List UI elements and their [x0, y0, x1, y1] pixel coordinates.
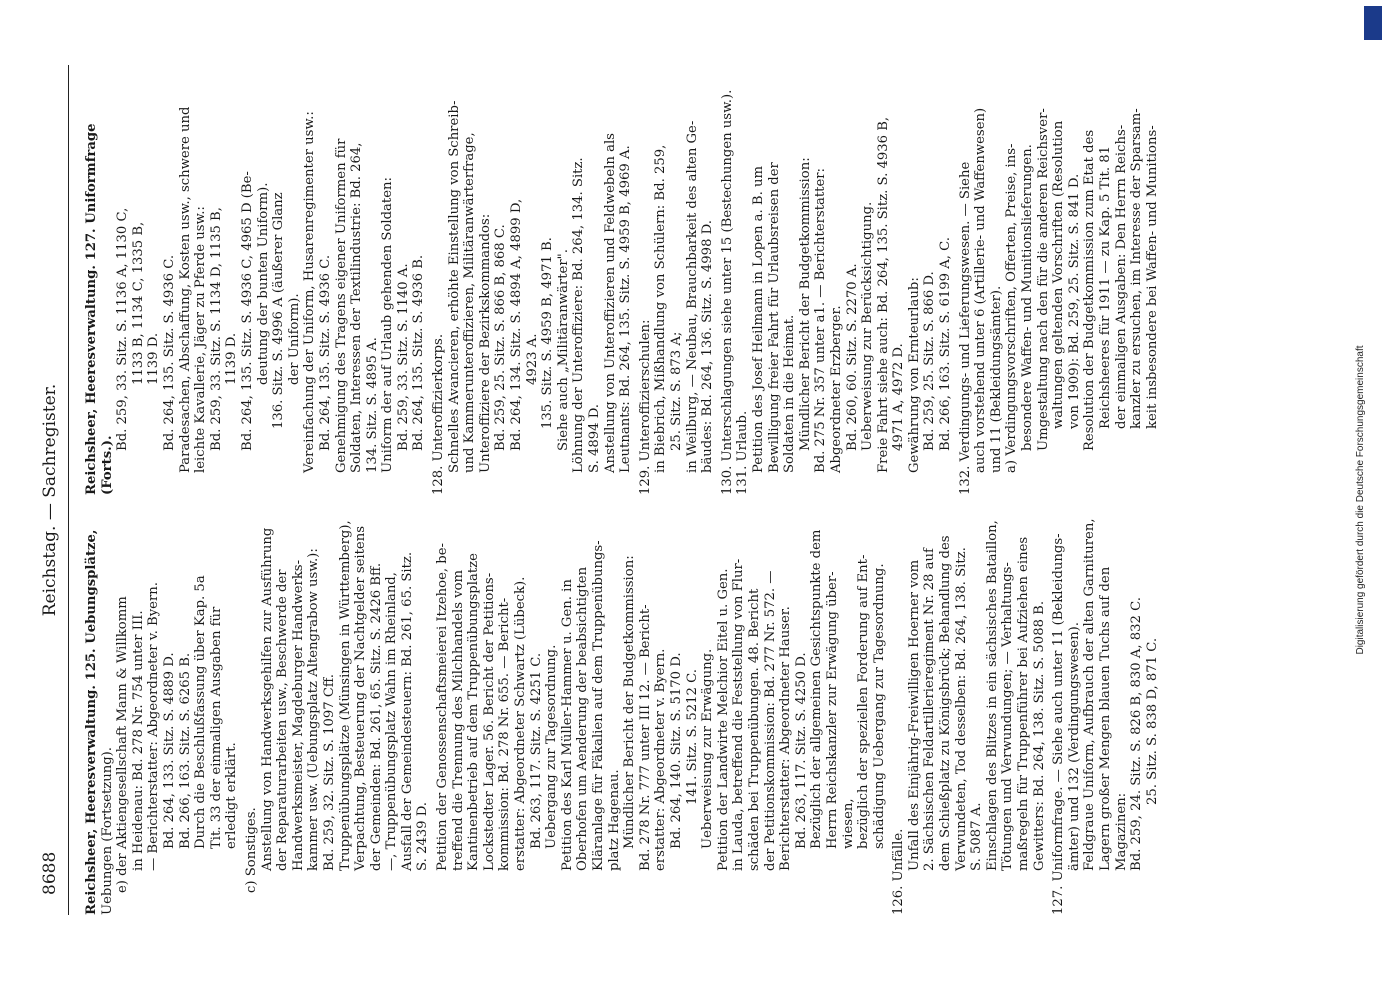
text-line: Bd. 266, 163. Sitz. S. 6265 B. [177, 652, 193, 849]
text-line: Oberhofen um Aenderung der beabsichtigten [575, 566, 591, 871]
text-line: Durch die Beschlußfassung über Kap. 5a [193, 575, 209, 849]
text-line: Einschlagen des Blitzes in ein sächsisches Bataillon, [984, 520, 1000, 871]
page-number: 8688 [40, 851, 60, 895]
text-line: kanzler zu ersuchen, im Interesse der Sparsam- [1129, 108, 1145, 429]
text-line: Gewährung von Ernteurlaub: [906, 277, 922, 473]
text-line: Bd. 259, 33. Sitz. S. 1140 A. [395, 263, 411, 451]
text-line: S. 4894 D. [587, 404, 602, 473]
text-line: Reichsheer, Heeresverwaltung. 125. Uebungsplätze, [84, 529, 99, 915]
text-line: Soldaten, Interessen der Textilindustrie: Bd. 264, [349, 142, 365, 473]
text-line: 129. Unteroffizierschulen: [637, 319, 653, 495]
text-line: besondere Waffen- und Munitionslieferungen. [1020, 144, 1036, 451]
text-line: erstatter: Abgeordneter v. Byern. [653, 648, 669, 871]
text-line: Bd. 264, 135. Sitz. S. 4936 B. [411, 254, 427, 451]
text-line: Ueberweisung zur Berücksichtigung. [860, 201, 876, 451]
text-line: Bd. 264, 140. Sitz. S. 5170 D. [668, 652, 684, 849]
text-line: Uniform der auf Urlaub gehenden Soldaten: [380, 177, 396, 473]
text-line: 134. Sitz. S. 4895 A. [364, 337, 380, 473]
text-line: Verwundeten, Tod desselben: Bd. 264, 138. Sitz. [953, 547, 969, 871]
text-line: kammer usw. (Uebungsplatz Altengrabow usw.): [306, 548, 322, 871]
text-line: Kläranlage für Fäkalien auf dem Truppenübungs- [591, 540, 606, 871]
text-line: Löhnung der Unteroffiziere: Bd. 264, 134. Sitz. [571, 157, 587, 473]
text-line: bezüglich der speziellen Forderung auf Ent- [856, 554, 872, 849]
text-line: Mündlicher Bericht der Budgetkommission: [622, 555, 638, 849]
digitization-note: Digitalisierung gefördert durch die Deutsche Forschungsgemeinschaft [1355, 345, 1366, 655]
text-line: schäden bei Truppenübungen. 48. Bericht [746, 588, 762, 871]
left-column [84, 495, 1160, 915]
text-line: dem Schießplatz zu Königsbrück; Behandlung des [938, 535, 954, 871]
text-line: Bd. 263, 117. Sitz. S. 4251 C. [528, 652, 544, 849]
text-line: S. 2439 D. [415, 802, 431, 871]
text-line: wiesen, [840, 798, 856, 849]
text-line: 131. Urlaub. [735, 410, 751, 495]
text-line: der Reparaturarbeiten usw., Beschwerde der [275, 569, 291, 871]
text-line: Paradesachen, Abschaffung, Kosten usw., schwere und [177, 106, 193, 473]
text-line: — Berichterstatter: Abgeordneter v. Byern. [146, 582, 162, 871]
text-line: Kantinenbetrieb auf dem Truppenübungsplatze [466, 553, 482, 871]
text-line: Abgeordneter Erzberger. [828, 305, 844, 473]
text-line: Siehe auch „Militäranwärter". [555, 249, 571, 451]
text-line: Schnelles Avancieren, erhöhte Einstellung von Schreib- [446, 100, 462, 473]
header-rule [68, 65, 69, 915]
text-line: Uebungen (Fortsetzung). [99, 747, 115, 915]
text-line: und Kammerunteroffizieren, Militäranwärterfrage, [462, 132, 478, 473]
text-line: Petition des Josef Heilmann in Lopen a. B. um [750, 166, 766, 473]
text-line: Verpachtung, Besteuerung der Nachtgelder seitens [353, 526, 369, 871]
text-line: Bd. 259, 33. Sitz. S. 1136 A, 1130 C, [115, 207, 131, 451]
text-line: Freie Fahrt siehe auch: Bd. 264, 135. Sitz. S. 4936 B, [875, 116, 891, 473]
text-line: 25. Sitz. S. 873 A; [668, 331, 684, 451]
text-line: erstatter: Abgeordneter Schwartz (Lübeck). [513, 576, 529, 871]
text-line: von 1909): Bd. 259, 25. Sitz. S. 841 D. [1066, 173, 1082, 429]
text-line: e) der Aktiengesellschaft Mann & Willkomm [115, 596, 131, 893]
text-line: Ueberweisung zur Erwägung. [700, 648, 716, 849]
text-line: schädigung Uebergang zur Tagesordnung. [871, 563, 887, 849]
text-line: der Gemeinden: Bd. 261, 65. Sitz. S. 2426 Bff. [368, 562, 384, 871]
text-line: bäudes: Bd. 264, 136. Sitz. S. 4998 D. [700, 220, 716, 473]
text-line: Reichsheeres für 1911 — zu Kap. 5 Tit. 81 [1098, 145, 1113, 429]
text-line: ämter) und 132 (Verdingungswesen). [1066, 622, 1082, 871]
text-line: 1139 D. [224, 332, 240, 385]
text-line: Bd. 259, 24. Sitz. S. 826 B, 830 A, 832 C. [1129, 597, 1145, 871]
text-line: Soldaten in die Heimat. [782, 314, 798, 473]
text-line: auch vorstehend unter 6 (Artillerie- und Waffenwesen) [973, 107, 989, 473]
text-line: Petition der Landwirte Melchior Eitel u. Gen. [715, 568, 731, 871]
text-line: Leutnants: Bd. 264, 135. Sitz. S. 4959 B, 4969 A. [618, 145, 634, 473]
text-line: Bd. 260, 60. Sitz. S. 2270 A. [844, 263, 860, 451]
text-line: Lockstedter Lager. 56. Bericht der Petitions- [481, 572, 497, 871]
text-line: leichte Kavallerie, Jäger zu Pferde usw.: [193, 206, 209, 473]
page-header [40, 0, 68, 1000]
text-line: 126. Unfälle. [891, 828, 907, 915]
running-title: Reichstag. — Sachregister. [40, 383, 60, 617]
text-line: Anstellung von Unteroffizieren und Feldwebeln als [602, 133, 618, 473]
text-line: Tötungen und Verwundungen; — Verhaltungs- [1000, 562, 1016, 871]
text-line: 2. Sächsischen Feldartillerieregiment Nr. 28 auf [922, 548, 938, 871]
text-line: 141. Sitz. S. 5212 C. [684, 669, 700, 805]
text-line: S. 5087 A. [969, 802, 985, 871]
text-line: deutung der bunten Uniform). [255, 182, 271, 385]
text-line: keit insbesondere bei Waffen- und Munitions- [1144, 125, 1160, 429]
text-line: der einmaligen Ausgaben: Den Herrn Reichs- [1113, 124, 1129, 429]
text-line: kommission: Bd. 278 Nr. 655. — Bericht- [497, 597, 513, 871]
text-line: in Biebrich, Mißhandlung von Schülern: Bd. 259, [653, 144, 669, 473]
text-line: Ausfall der Gemeindesteuern: Bd. 261, 65. Sitz. [399, 551, 415, 871]
right-column [84, 65, 1160, 495]
text-line: der Uniform). [286, 293, 302, 385]
text-line: Bd. 264, 135. Sitz. S. 4936 C. [161, 254, 177, 451]
text-line: platz Hagenau. [606, 769, 622, 871]
text-line: Bd. 259, 25. Sitz. S. 866 D. [922, 271, 938, 451]
text-line: maßregeln für Truppenführer bei Aufziehen eines [1016, 536, 1032, 871]
text-line: Magazinen: [1113, 792, 1129, 871]
text-line: Mündlicher Bericht der Budgetkommission: [797, 157, 813, 451]
text-line: Vereinfachung der Uniform, Husarenregimenter usw.: [302, 111, 318, 473]
text-line: Umgestaltung nach den für die anderen Reichsver- [1035, 108, 1051, 451]
text-line: Anstellung von Handwerksgehilfen zur Ausführung [259, 527, 275, 871]
text-line: Truppenübungsplätze (Münsingen in Württemberg), [337, 520, 353, 871]
text-line: Lagern großer Mengen blauen Tuchs auf den [1098, 566, 1113, 871]
text-line: Bd. 275 Nr. 357 unter a1. — Berichterstatter: [813, 167, 829, 473]
text-line: Reichsheer, Heeresverwaltung. 127. Uniformfrage (Forts.). [84, 123, 115, 495]
text-line: Bd. 264, 135. Sitz. S. 4936 C. [317, 254, 333, 451]
text-line: Bd. 259, 33. Sitz. S. 1134 D, 1135 B, [208, 207, 224, 451]
text-line: Bezüglich der allgemeinen Gesichtspunkte dem [809, 529, 825, 849]
text-line: Feldgraue Uniform, Aufbrauch der alten Garnituren, [1082, 518, 1098, 871]
text-line: —, Truppenübungsplatz Wahn im Rheinland, [384, 572, 400, 871]
text-line: 4923 A. [524, 333, 540, 385]
text-line: und 11 (Bekleidungsämter). [988, 285, 1004, 473]
text-line: treffend die Trennung des Milchhandels vom [450, 569, 466, 871]
text-line: Bd. 263, 117. Sitz. S. 4250 D. [793, 652, 809, 849]
text-line: a) Verdingungsvorschriften, Offerten, Preise, ins- [1004, 143, 1020, 473]
text-line: waltungen geltenden Vorschriften (Resolution [1051, 120, 1067, 429]
text-line: Bd. 264, 135. Sitz. S. 4936 C, 4965 D (Be- [239, 171, 255, 451]
text-line: c) Sonstiges. [243, 807, 259, 893]
text-line: Gewitters: Bd. 264, 138. Sitz. S. 5088 B. [1031, 600, 1047, 871]
text-line: Bewilligung freier Fahrt für Urlaubsreisen der [766, 162, 782, 473]
text-line: 127. Uniformfrage. — Siehe auch unter 11 (Bekleidungs- [1051, 533, 1067, 915]
text-line: 135. Sitz. S. 4959 B, 4971 B. [540, 237, 556, 429]
text-line: Bd. 259, 25. Sitz. S. 866 B, 868 C. [493, 224, 509, 451]
text-line: in Lauda, betreffend die Feststellung von Flur- [731, 558, 747, 871]
text-line: 1133 B, 1134 C, 1335 B, [130, 221, 146, 385]
text-line: in Weilburg, — Neubau, Brauchbarkeit des alten Ge- [684, 120, 700, 473]
text-line: Unteroffiziere der Bezirkskommandos: [477, 213, 493, 473]
text-line: 4971 A, 4972 D. [891, 343, 907, 451]
text-line: Bd. 264, 134. Sitz. S. 4894 A, 4899 D, [509, 198, 525, 451]
text-line: Handwerksmeister, Magdeburger Handwerks- [290, 559, 306, 871]
text-line: Bd. 259, 32. Sitz. S. 1097 Cff. [321, 673, 337, 871]
text-line: Berichterstatter: Abgeordneter Hauser. [778, 606, 794, 871]
text-line: Bd. 266, 163. Sitz. S. 6199 A, C. [938, 237, 954, 451]
text-line: Petition des Karl Müller-Hammer u. Gen. in [559, 579, 575, 871]
text-line: erledigt erklärt. [224, 742, 240, 849]
text-line: der Petitionskommission: Bd. 277 Nr. 572. — [762, 570, 778, 871]
text-line: Petition der Genossenschaftsmeierei Itzehoe, be- [435, 543, 451, 871]
text-line: Unfall des Einjährig-Freiwilligen Hoerner vom [906, 559, 922, 871]
text-line: 130. Unterschlagungen siehe unter 15 (Bestechungen usw.). [719, 89, 735, 495]
text-line: in Heidenau: Bd. 278 Nr. 754 unter III. [130, 610, 146, 871]
text-line: Genehmigung des Tragens eigener Uniformen für [333, 138, 349, 473]
text-line: 136. Sitz. S. 4996 A (äußerer Glanz [271, 192, 287, 429]
text-line: 128. Unteroffizierkorps. [431, 333, 447, 495]
text-line: 1139 D. [146, 332, 162, 385]
text-line: 132. Verdingungs- und Lieferungswesen. — Siehe [957, 161, 973, 495]
text-line: 25. Sitz. S. 838 D, 871 C. [1144, 637, 1160, 805]
text-line: Uebergang zur Tagesordnung. [544, 644, 560, 849]
text-line: Tit. 33 der einmaligen Ausgaben für [208, 606, 224, 849]
text-line: Bd. 264, 133. Sitz. S. 4889 D. [161, 652, 177, 849]
text-line: Herrn Reichskanzler zur Erwägung über- [824, 571, 840, 849]
text-line: Resolution der Budgetkommission zum Etat des [1082, 129, 1098, 451]
text-line: Bd. 278 Nr. 777 unter III 12. — Bericht- [637, 604, 653, 871]
